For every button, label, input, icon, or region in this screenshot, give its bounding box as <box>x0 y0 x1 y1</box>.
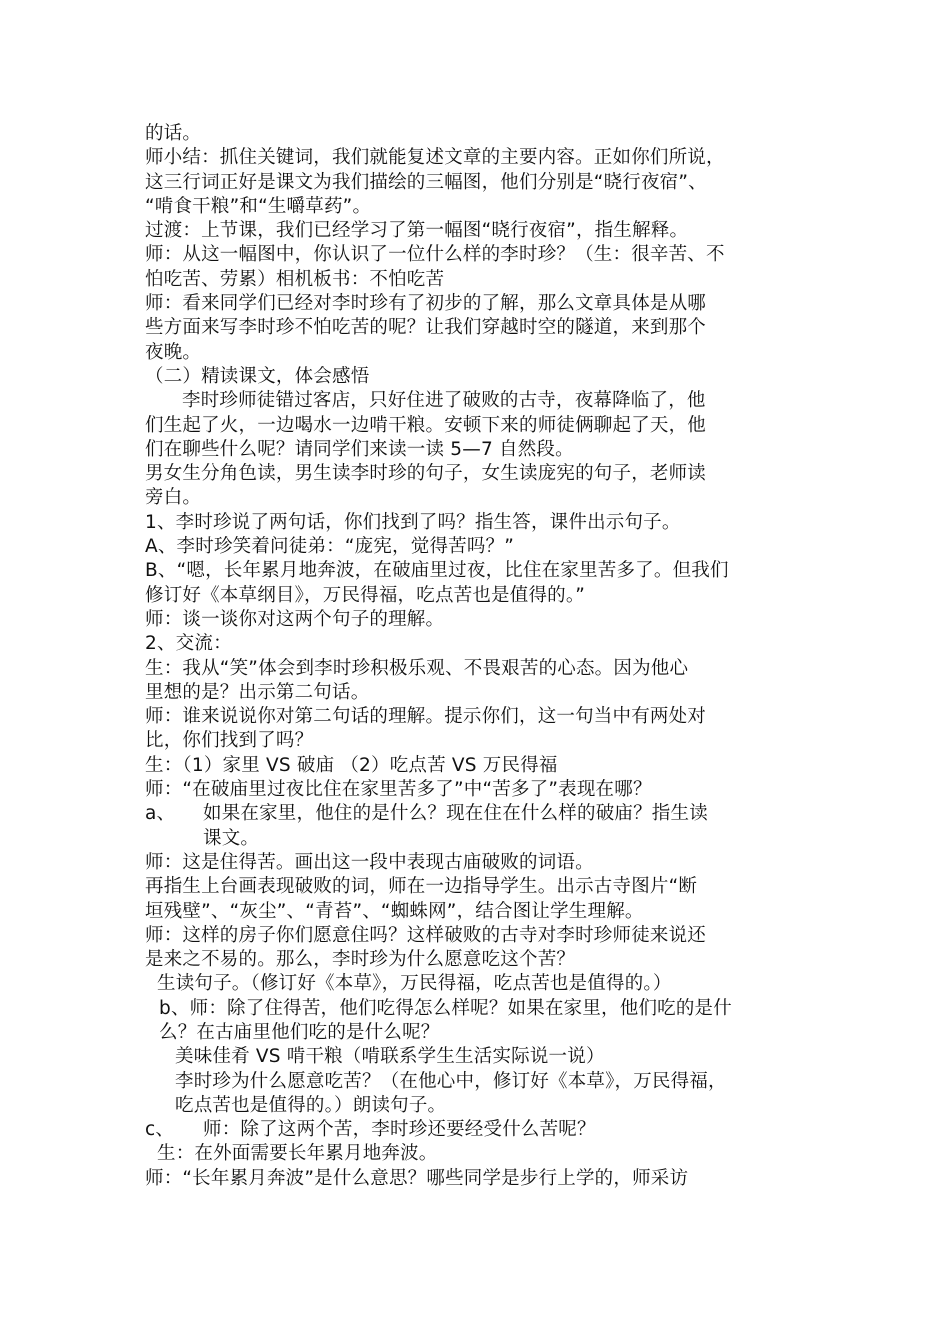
text-line: 课文。 <box>203 827 260 849</box>
text-line: 比，你们找到了吗？ <box>145 730 314 752</box>
text-line: 修订好《本草纲目》，万民得福，吃点苦也是值得的。” <box>145 584 586 606</box>
text-line: 师小结：抓住关键词，我们就能复述文章的主要内容。正如你们所说， <box>145 147 725 169</box>
text-line: “啃食干粮”和“生嚼草药”。 <box>145 195 372 217</box>
text-line: A、李时珍笑着问徒弟：“庞宪，觉得苦吗？” <box>145 536 515 558</box>
list-marker: c、 <box>145 1119 175 1141</box>
text-line: 生：我从“笑”体会到李时珍积极乐观、不畏艰苦的心态。因为他心 <box>145 657 689 679</box>
document-body <box>145 122 815 1191</box>
text-line: 美味佳肴 VS 啃干粮（啃联系学生生活实际说一说） <box>175 1046 605 1068</box>
text-line: 么？在古庙里他们吃的是什么呢？ <box>159 1021 440 1043</box>
text-line: 们生起了火，一边喝水一边啃干粮。安顿下来的师徒俩聊起了天，他 <box>145 414 707 436</box>
text-line: 师：谈一谈你对这两个句子的理解。 <box>145 608 445 630</box>
text-line: b、师：除了住得苦，他们吃得怎么样呢？如果在家里，他们吃的是什 <box>159 997 732 1019</box>
text-line: 旁白。 <box>145 487 202 509</box>
text-line: 些方面来写李时珍不怕吃苦的呢？让我们穿越时空的隧道，来到那个 <box>145 317 707 339</box>
list-item-text: 师：除了这两个苦，李时珍还要经受什么苦呢？ <box>203 1119 596 1141</box>
list-item-text: 如果在家里，他住的是什么？现在住在什么样的破庙？指生读 <box>203 803 708 825</box>
text-line: 男女生分角色读，男生读李时珍的句子，女生读庞宪的句子，老师读 <box>145 463 707 485</box>
text-line: 李时珍师徒错过客店，只好住进了破败的古寺，夜幕降临了，他 <box>182 390 706 412</box>
text-line: 们在聊些什么呢？请同学们来读一读 5—7 自然段。 <box>145 438 574 460</box>
text-line: 是来之不易的。那么，李时珍为什么愿意吃这个苦？ <box>145 949 576 971</box>
text-line: 师：这样的房子你们愿意住吗？这样破败的古寺对李时珍师徒来说还 <box>145 924 707 946</box>
text-line: 李时珍为什么愿意吃苦？（在他心中，修订好《本草》，万民得福， <box>175 1070 727 1092</box>
text-line: 生：（1）家里 VS 破庙 （2）吃点苦 VS 万民得福 <box>145 754 558 776</box>
text-line: 师：谁来说说你对第二句话的理解。提示你们，这一句当中有两处对 <box>145 706 707 728</box>
text-line: 的话。 <box>145 123 202 144</box>
text-line: 再指生上台画表现破败的词，师在一边指导学生。出示古寺图片“断 <box>145 876 698 898</box>
text-line: 里想的是？出示第二句话。 <box>145 681 370 703</box>
text-line: B、“嗯，长年累月地奔波，在破庙里过夜，比住在家里苦多了。但我们 <box>145 560 729 582</box>
text-line: 吃点苦也是值得的。）朗读句子。 <box>175 1094 447 1116</box>
text-line: 师：“在破庙里过夜比住在家里苦多了”中“苦多了”表现在哪？ <box>145 779 652 801</box>
text-line: 师：这是住得苦。画出这一段中表现古庙破败的词语。 <box>145 851 594 873</box>
text-line: 师：从这一幅图中，你认识了一位什么样的李时珍？（生：很辛苦、不 <box>145 244 725 266</box>
text-line: 夜晚。 <box>145 341 202 363</box>
text-line: 师：“长年累月奔波”是什么意思？哪些同学是步行上学的，师采访 <box>145 1167 689 1189</box>
text-line: 这三行词正好是课文为我们描绘的三幅图，他们分别是“晓行夜宿”、 <box>145 171 707 193</box>
text-line: 生读句子。（修订好《本草》，万民得福，吃点苦也是值得的。） <box>157 973 672 995</box>
text-line: 怕吃苦、劳累）相机板书：不怕吃苦 <box>145 268 445 290</box>
text-line: 生：在外面需要长年累月地奔波。 <box>157 1143 438 1165</box>
list-marker: a、 <box>145 803 176 825</box>
text-line: 过渡：上节课，我们已经学习了第一幅图“晓行夜宿”，指生解释。 <box>145 220 689 242</box>
list-item-c <box>145 1118 815 1142</box>
text-line: 师：看来同学们已经对李时珍有了初步的了解，那么文章具体是从哪 <box>145 293 707 315</box>
text-line: 垣残壁”、“灰尘”、“青苔”、“蜘蛛网”，结合图让学生理解。 <box>145 900 644 922</box>
text-line: 2、交流： <box>145 633 232 655</box>
section-heading: （二）精读课文，体会感悟 <box>145 365 370 387</box>
text-line: 1、李时珍说了两句话，你们找到了吗？指生答，课件出示句子。 <box>145 511 681 533</box>
list-item-a <box>145 802 815 826</box>
